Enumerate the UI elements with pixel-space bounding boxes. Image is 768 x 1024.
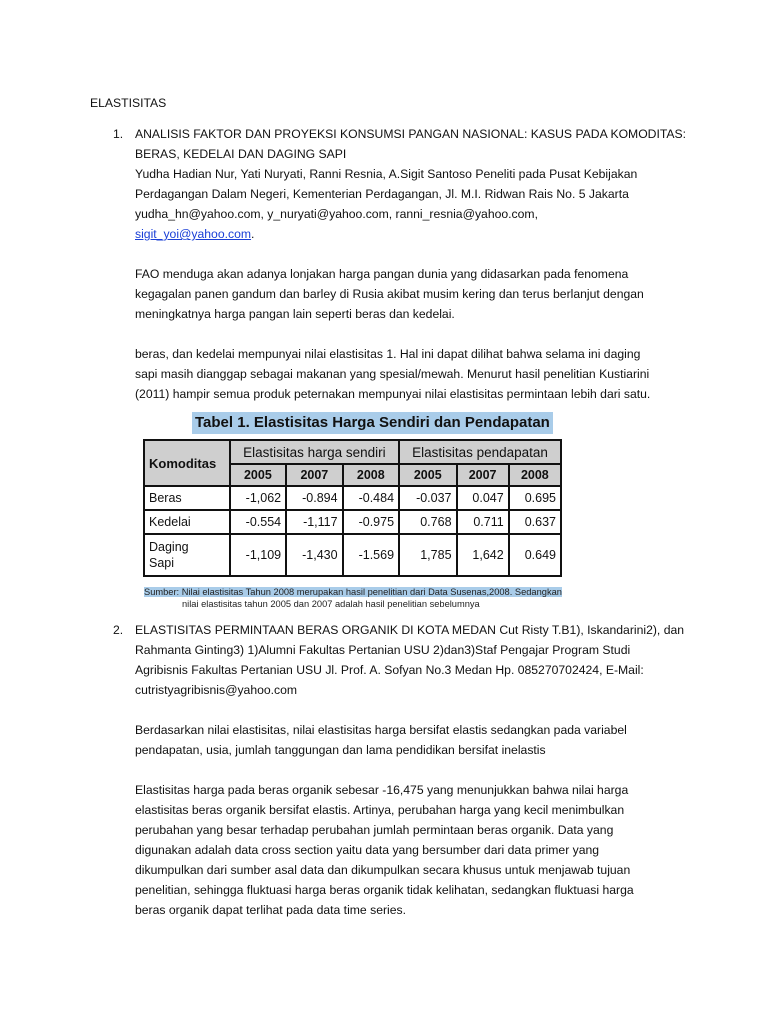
table-cell: -1,117 (286, 510, 342, 534)
row-label: Kedelai (144, 510, 230, 534)
section2-title-line: Rahmanta Ginting3) 1)Alumni Fakultas Pertanian USU 2)dan3)Staf Pengajar Program Studi (135, 643, 631, 657)
section1-title-line: ANALISIS FAKTOR DAN PROYEKSI KONSUMSI PANGAN NASIONAL: KASUS PADA KOMODITAS: (135, 127, 687, 141)
table-cell: -0.484 (343, 486, 399, 510)
table-source-note-line: Sumber: Nilai elastisitas Tahun 2008 merupakan hasil penelitian dari Data Susenas,2008. Sedangkan (144, 587, 562, 597)
section1-author-line: yudha_hn@yahoo.com, y_nuryati@yahoo.com, ranni_resnia@yahoo.com, (135, 207, 538, 221)
section1-author-line: Perdagangan Dalam Negeri, Kementerian Perdagangan, Jl. M.I. Ridwan Rais No. 5 Jakarta (135, 187, 629, 201)
page-heading: ELASTISITAS (90, 96, 167, 110)
section2-paragraph-line: dikumpulkan dari sumber asal data dan dikumpulkan secara khusus untuk menjawab tujuan (135, 863, 631, 877)
table-cell: 0.711 (457, 510, 509, 534)
table-cell: -0.975 (343, 510, 399, 534)
section1-paragraph-line: (2011) hampir semua produk peternakan mempunyai nilai elastisitas permintaan lebih dari satu. (135, 387, 651, 401)
table-row (144, 510, 561, 534)
table-cell: 0.695 (509, 486, 561, 510)
elasticity-table (143, 439, 562, 577)
table-cell: 1,785 (399, 534, 456, 576)
row-label-line: Daging (149, 540, 189, 554)
email-line (135, 224, 254, 244)
table-cell: -0.894 (286, 486, 342, 510)
section1-paragraph-line: meningkatnya harga pangan lain seperti beras dan kedelai. (135, 307, 455, 321)
section1-number: 1. (113, 127, 124, 141)
section2-number: 2. (113, 623, 124, 637)
table-cell: -1,062 (230, 486, 286, 510)
table-source-note-line: nilai elastisitas tahun 2005 dan 2007 adalah hasil penelitian sebelumnya (182, 599, 480, 609)
table-row (144, 486, 561, 510)
group-header-price-elasticity: Elastisitas harga sendiri (230, 440, 399, 464)
table-source-note (144, 586, 562, 598)
table-cell: -0.037 (399, 486, 456, 510)
section2-paragraph-line: perubahan yang besar terhadap perubahan jumlah permintaan beras organik. Data yang (135, 823, 614, 837)
row-label (144, 534, 230, 576)
table-title: Tabel 1. Elastisitas Harga Sendiri dan Pendapatan (192, 412, 553, 434)
column-header-komoditas: Komoditas (144, 440, 230, 486)
section2-paragraph-line: penelitian, sehingga fluktuasi harga beras organik tidak kelihatan, sedangkan fluktuasi harga (135, 883, 634, 897)
email-suffix: . (251, 227, 255, 241)
table-cell: -1,109 (230, 534, 286, 576)
section1-paragraph-line: beras, dan kedelai mempunyai nilai elastisitas 1. Hal ini dapat dilihat bahwa selama ini daging (135, 347, 641, 361)
table-cell: 1,642 (457, 534, 509, 576)
section1-author-line: Yudha Hadian Nur, Yati Nuryati, Ranni Resnia, A.Sigit Santoso Peneliti pada Pusat Kebijakan (135, 167, 638, 181)
table-cell: 0.637 (509, 510, 561, 534)
year-header: 2008 (343, 464, 399, 486)
year-header: 2007 (286, 464, 342, 486)
section2-title-line: cutristyagribisnis@yahoo.com (135, 683, 298, 697)
section2-paragraph-line: Berdasarkan nilai elastisitas, nilai elastisitas harga bersifat elastis sedangkan pada variabel (135, 723, 627, 737)
table-cell: 0.649 (509, 534, 561, 576)
year-header: 2005 (230, 464, 286, 486)
section2-paragraph-line: digunakan adalah data cross section yaitu data yang bersumber dari data primer yang (135, 843, 600, 857)
table-cell: -1.569 (343, 534, 399, 576)
section1-paragraph-line: sapi masih dianggap sebagai makanan yang spesial/mewah. Menurut hasil penelitian Kustiarini (135, 367, 650, 381)
row-label: Beras (144, 486, 230, 510)
section1-paragraph-line: FAO menduga akan adanya lonjakan harga pangan dunia yang didasarkan pada fenomena (135, 267, 629, 281)
table-cell: -1,430 (286, 534, 342, 576)
section1-paragraph-line: kegagalan panen gandum dan barley di Rusia akibat musim kering dan terus berlanjut dengan (135, 287, 644, 301)
table-row (144, 534, 561, 576)
year-header: 2008 (509, 464, 561, 486)
section2-title-line: ELASTISITAS PERMINTAAN BERAS ORGANIK DI KOTA MEDAN Cut Risty T.B1), Iskandarini2), dan (135, 623, 685, 637)
section2-paragraph-line: elastisitas beras organik bersifat elastis. Artinya, perubahan harga yang kecil menimbulkan (135, 803, 625, 817)
section2-title-line: Agribisnis Fakultas Pertanian USU Jl. Prof. A. Sofyan No.3 Medan Hp. 085270702424, E-Mail: (135, 663, 644, 677)
section1-title-line: BERAS, KEDELAI DAN DAGING SAPI (135, 147, 347, 161)
section2-paragraph-line: beras organik dapat terlihat pada data time series. (135, 903, 406, 917)
year-header: 2005 (399, 464, 456, 486)
section2-paragraph-line: Elastisitas harga pada beras organik sebesar -16,475 yang menunjukkan bahwa nilai harga (135, 783, 629, 797)
table-cell: -0.554 (230, 510, 286, 534)
row-label-line: Sapi (149, 556, 175, 570)
table-cell: 0.768 (399, 510, 456, 534)
table-cell: 0.047 (457, 486, 509, 510)
email-link[interactable]: sigit_yoi@yahoo.com (135, 227, 252, 241)
group-header-income-elasticity: Elastisitas pendapatan (399, 440, 561, 464)
section2-paragraph-line: pendapatan, usia, jumlah tanggungan dan lama pendidikan bersifat inelastis (135, 743, 546, 757)
year-header: 2007 (457, 464, 509, 486)
